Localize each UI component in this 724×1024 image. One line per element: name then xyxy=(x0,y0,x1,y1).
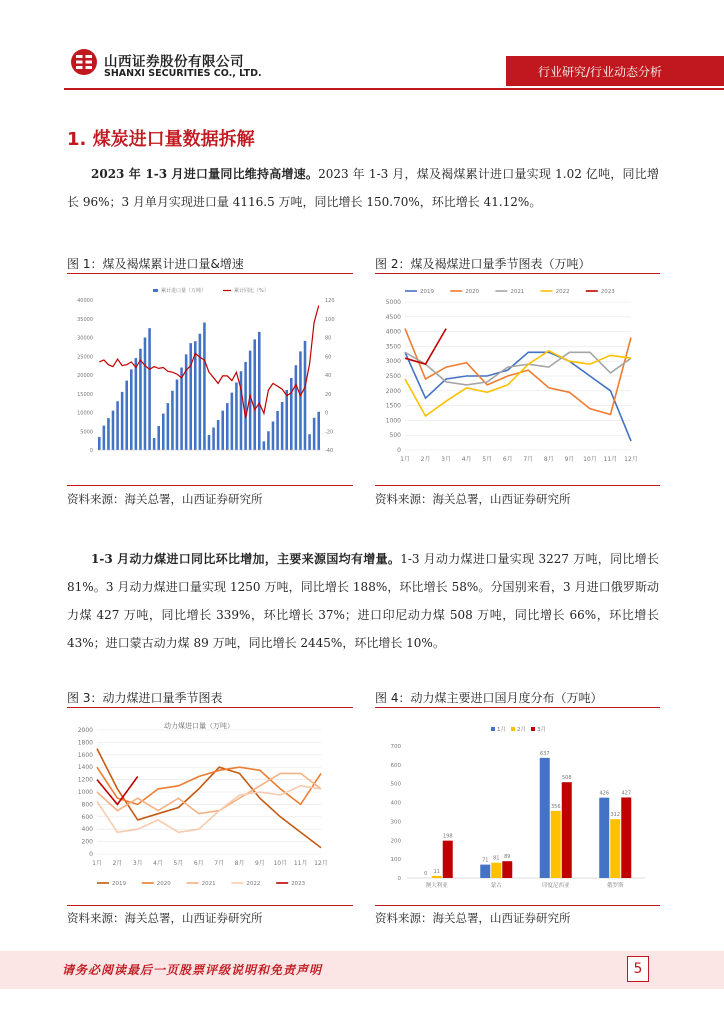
fig1-bar xyxy=(121,392,124,450)
fig4-bar xyxy=(610,819,620,878)
report-category: 行业研究/行业动态分析 xyxy=(537,65,662,79)
paragraph-2 xyxy=(67,545,659,657)
fig2-caption: 图 2：煤及褐煤进口量季节图表（万吨） xyxy=(375,257,591,271)
fig3-x-tick: 12月 xyxy=(314,860,328,867)
fig1-bar xyxy=(176,380,179,451)
fig4-data-label: 89 xyxy=(504,854,511,861)
fig1-bar xyxy=(299,351,302,450)
fig2-x-tick: 3月 xyxy=(441,456,452,463)
fig1-bar xyxy=(285,390,288,450)
fig3-legend-label: 2020 xyxy=(156,881,171,887)
fig2-legend-label: 2021 xyxy=(510,289,525,295)
fig1-bar xyxy=(272,422,275,451)
fig3-y-tick: 1200 xyxy=(77,776,93,784)
fig1-bar xyxy=(217,420,220,450)
fig1-left-tick: 15000 xyxy=(77,391,93,398)
fig1-left-tick: 40000 xyxy=(77,298,93,304)
fig2-x-tick: 9月 xyxy=(564,456,575,463)
fig1-bar xyxy=(171,391,174,450)
fig2-y-tick: 1500 xyxy=(385,402,401,410)
company-logo-icon xyxy=(70,48,98,76)
fig1-bar xyxy=(221,411,224,450)
fig2-legend-label: 2023 xyxy=(600,289,615,295)
fig1-bar xyxy=(244,362,247,450)
fig1-bar xyxy=(253,339,256,450)
fig4-source: 资料来源：海关总署，山西证券研究所 xyxy=(375,911,571,925)
fig1-left-tick: 10000 xyxy=(77,410,93,417)
page-number: 5 xyxy=(627,956,649,982)
fig1-right-tick: 0 xyxy=(325,410,329,417)
fig1-bar xyxy=(203,323,206,451)
fig1-left-tick: 0 xyxy=(89,448,93,454)
fig4-data-label: 0 xyxy=(424,871,428,877)
fig3-y-tick: 600 xyxy=(81,813,93,821)
paragraph-1-body: 2023 年 1-3 月，煤及褐煤累计进口量实现 1.02 亿吨，同比增长 96%；3 月单月实现进口量 4116.5 万吨，同比增长 150.70%，环比增长 41.12%。 xyxy=(67,167,659,209)
fig2-y-tick: 3000 xyxy=(385,358,401,366)
fig4-x-tick: 澳大利亚 xyxy=(425,883,448,889)
fig2-x-tick: 5月 xyxy=(482,456,493,463)
fig1-bottom-rule xyxy=(67,485,353,486)
fig2-legend-label: 2020 xyxy=(465,289,480,295)
fig2-y-tick: 1000 xyxy=(385,417,401,425)
fig1-bar xyxy=(139,349,142,450)
fig1-right-tick: -40 xyxy=(325,448,334,454)
fig3-rule xyxy=(67,707,353,708)
fig1-source: 资料来源：海关总署，山西证券研究所 xyxy=(67,492,263,506)
fig2-y-tick: 500 xyxy=(389,432,401,440)
fig2-source: 资料来源：海关总署，山西证券研究所 xyxy=(375,492,571,506)
fig1-bar xyxy=(263,441,266,450)
fig2-x-tick: 4月 xyxy=(461,456,472,463)
fig1-bar xyxy=(240,371,243,450)
fig1-bar xyxy=(135,358,138,450)
fig1-bar xyxy=(235,383,238,451)
company-name-en: SHANXI SECURITIES CO., LTD. xyxy=(104,68,262,79)
fig2-y-tick: 4000 xyxy=(385,328,401,336)
fig3-y-tick: 1400 xyxy=(77,764,93,772)
fig3-x-tick: 4月 xyxy=(153,860,164,867)
fig1-bar xyxy=(199,334,202,450)
fig4-bar xyxy=(599,798,609,878)
section-title: 1. 煤炭进口量数据拆解 xyxy=(67,129,255,150)
fig4-x-tick: 印度尼西亚 xyxy=(541,883,570,889)
fig1-bar xyxy=(308,434,311,450)
fig4-bar xyxy=(443,841,453,878)
fig2-y-tick: 4500 xyxy=(385,313,401,321)
fig3-x-tick: 8月 xyxy=(234,860,245,867)
fig1-bar xyxy=(125,381,128,450)
fig2-x-tick: 8月 xyxy=(543,456,554,463)
fig4-data-label: 11 xyxy=(433,868,440,875)
fig4-legend-swatch xyxy=(531,727,535,731)
fig4-data-label: 427 xyxy=(621,790,632,797)
fig4-bar xyxy=(491,863,501,878)
fig4-data-label: 71 xyxy=(482,857,489,864)
fig3-title: 动力煤进口量（万吨） xyxy=(164,722,234,730)
fig4-bar xyxy=(432,876,442,878)
fig1-bar xyxy=(258,332,261,450)
fig4-y-tick: 500 xyxy=(390,781,401,788)
fig1-chart xyxy=(67,278,353,483)
fig4-y-tick: 0 xyxy=(397,876,401,882)
fig4-data-label: 637 xyxy=(539,750,550,757)
fig3-x-tick: 9月 xyxy=(254,860,265,867)
page-header xyxy=(0,0,724,100)
fig1-bar xyxy=(148,328,151,450)
fig2-x-tick: 7月 xyxy=(523,456,534,463)
fig4-bar xyxy=(562,782,572,878)
fig3-x-tick: 5月 xyxy=(173,860,184,867)
fig1-right-tick: 80 xyxy=(325,335,332,342)
fig3-series-2023 xyxy=(97,777,138,805)
fig2-x-tick: 2月 xyxy=(420,456,431,463)
fig2-x-tick: 1月 xyxy=(400,456,410,463)
header-rule xyxy=(64,88,724,90)
fig1-bar xyxy=(180,368,183,451)
fig3-y-tick: 1000 xyxy=(77,789,93,796)
fig3-chart xyxy=(67,712,353,902)
fig4-y-tick: 100 xyxy=(390,857,401,864)
fig3-y-tick: 800 xyxy=(81,801,93,809)
fig1-left-tick: 20000 xyxy=(77,373,93,379)
fig1-bar xyxy=(116,401,119,450)
paragraph-2-body: 1-3 月动力煤进口量实现 3227 万吨，同比增长 81%。3 月动力煤进口量实现 1250 万吨，同比增长 188%，环比增长 58%。分国别来看，3 月进口俄罗斯动力煤 427 万吨，同比增长 339%，环比增长 37%；进口印尼动力煤 508 万吨，同比增长 66%，环比增长 43%；进口蒙古动力煤 89 万吨，同比增长 2445%，环比增长 10%。 xyxy=(67,552,659,650)
fig3-legend-label: 2022 xyxy=(246,881,261,887)
fig1-bar xyxy=(267,431,270,450)
fig2-y-tick: 2500 xyxy=(385,373,401,380)
fig1-right-tick: 60 xyxy=(325,354,332,361)
fig3-x-tick: 2月 xyxy=(112,860,123,867)
fig4-chart xyxy=(375,712,660,902)
fig2-chart xyxy=(375,278,660,483)
fig1-bar xyxy=(208,435,211,450)
fig1-bar xyxy=(130,369,133,450)
fig3-x-tick: 6月 xyxy=(193,860,204,867)
fig3-y-tick: 200 xyxy=(81,838,93,846)
fig4-rule xyxy=(375,707,660,708)
fig4-y-tick: 600 xyxy=(390,762,401,769)
fig1-right-tick: 120 xyxy=(325,298,335,304)
fig4-x-tick: 俄罗斯 xyxy=(606,883,624,889)
fig1-left-tick: 35000 xyxy=(77,316,93,323)
footer-disclaimer: 请务必阅读最后一页股票评级说明和免责声明 xyxy=(62,963,323,977)
fig1-bar xyxy=(231,393,234,450)
fig4-bar xyxy=(621,797,631,878)
fig1-bar xyxy=(276,411,279,450)
paragraph-1-lead: 2023 年 1-3 月进口量同比维持高增速。 xyxy=(91,167,319,181)
fig2-y-tick: 5000 xyxy=(385,299,401,306)
fig1-left-tick: 25000 xyxy=(77,354,93,361)
fig2-legend-label: 2022 xyxy=(555,289,570,295)
fig1-left-tick: 30000 xyxy=(77,335,93,342)
fig3-x-tick: 1月 xyxy=(92,860,102,867)
fig2-y-tick: 0 xyxy=(397,447,401,454)
fig4-bar xyxy=(540,758,550,878)
paragraph-1 xyxy=(67,160,659,216)
fig4-x-tick: 蒙古 xyxy=(490,883,502,889)
fig4-data-label: 508 xyxy=(561,775,572,782)
fig1-right-tick: 20 xyxy=(325,391,332,398)
fig4-bar xyxy=(551,811,561,878)
fig3-x-tick: 11月 xyxy=(293,860,308,867)
fig1-bar xyxy=(144,338,147,451)
fig2-x-tick: 11月 xyxy=(603,456,618,463)
fig1-bar xyxy=(313,418,316,450)
fig1-bar xyxy=(304,341,307,450)
fig1-right-tick: 40 xyxy=(325,373,332,379)
fig3-y-tick: 2000 xyxy=(77,727,93,734)
fig3-legend-label: 2021 xyxy=(201,881,216,887)
fig1-bar xyxy=(107,418,110,450)
fig4-caption: 图 4：动力煤主要进口国月度分布（万吨） xyxy=(375,691,603,705)
fig3-bottom-rule xyxy=(67,905,353,906)
fig1-legend-label: 累计同比（%） xyxy=(234,288,269,294)
fig4-bar xyxy=(502,861,512,878)
fig1-right-tick: 100 xyxy=(325,316,335,323)
fig1-bar xyxy=(194,341,197,450)
footer-band xyxy=(0,951,724,989)
fig2-x-tick: 6月 xyxy=(502,456,513,463)
fig3-y-tick: 0 xyxy=(89,851,93,858)
fig4-legend-label: 2月 xyxy=(517,727,526,733)
fig1-bar xyxy=(226,403,229,450)
fig3-y-tick: 400 xyxy=(81,826,93,834)
fig4-bottom-rule xyxy=(375,905,660,906)
fig2-x-tick: 10月 xyxy=(583,456,597,463)
fig3-x-tick: 3月 xyxy=(132,860,143,867)
fig4-legend-label: 3月 xyxy=(537,727,546,733)
fig2-y-tick: 2000 xyxy=(385,387,401,395)
fig3-y-tick: 1800 xyxy=(77,739,93,747)
fig4-legend-swatch xyxy=(511,727,515,731)
fig3-source: 资料来源：海关总署，山西证券研究所 xyxy=(67,911,263,925)
fig4-y-tick: 400 xyxy=(390,800,401,807)
fig4-data-label: 312 xyxy=(610,812,621,819)
fig2-series-2021 xyxy=(405,352,631,385)
fig1-bar xyxy=(317,412,320,450)
fig1-caption: 图 1：煤及褐煤累计进口量&增速 xyxy=(67,257,244,271)
fig3-series-2019 xyxy=(97,749,321,848)
fig1-bar xyxy=(295,365,298,450)
fig3-y-tick: 1600 xyxy=(77,751,93,759)
fig3-legend-label: 2019 xyxy=(112,881,126,887)
fig4-y-tick: 700 xyxy=(390,744,401,750)
paragraph-2-lead: 1-3 月动力煤进口同比环比增加，主要来源国均有增量。 xyxy=(91,552,401,566)
fig4-bar xyxy=(480,865,490,878)
fig1-bar xyxy=(290,378,293,450)
fig2-rule xyxy=(375,273,660,274)
fig2-x-tick: 12月 xyxy=(624,456,638,463)
fig2-bottom-rule xyxy=(375,485,660,486)
fig1-bar xyxy=(112,411,115,450)
fig4-data-label: 198 xyxy=(442,833,453,840)
fig3-x-tick: 10月 xyxy=(273,860,288,867)
fig1-right-tick: -20 xyxy=(325,429,334,436)
fig1-left-tick: 5000 xyxy=(80,429,93,436)
company-name-cn: 山西证券股份有限公司 xyxy=(104,54,244,70)
fig4-legend-label: 1月 xyxy=(497,727,506,733)
fig1-bar xyxy=(153,438,156,450)
fig1-bar xyxy=(167,403,170,450)
fig1-legend-label: 累计进口量（万吨） xyxy=(161,288,207,294)
fig2-legend-label: 2019 xyxy=(420,289,434,295)
fig3-caption: 图 3：动力煤进口量季节图表 xyxy=(67,691,223,705)
fig3-legend-label: 2023 xyxy=(291,881,306,887)
category-band xyxy=(506,56,724,86)
fig1-bar xyxy=(103,426,106,450)
fig1-rule xyxy=(67,273,353,274)
fig1-bar xyxy=(157,426,160,450)
fig1-bar xyxy=(98,437,101,450)
fig1-bar xyxy=(189,343,192,450)
fig4-legend-swatch xyxy=(491,727,495,731)
fig4-y-tick: 200 xyxy=(390,838,401,845)
fig1-legend-swatch-bar xyxy=(153,289,158,292)
fig4-data-label: 81 xyxy=(493,855,500,862)
fig3-x-tick: 7月 xyxy=(214,860,225,867)
fig1-bar xyxy=(162,414,165,450)
fig4-y-tick: 300 xyxy=(390,819,401,826)
fig4-data-label: 426 xyxy=(599,790,610,797)
fig1-bar xyxy=(212,428,215,451)
fig1-bar xyxy=(281,402,284,450)
fig2-y-tick: 3500 xyxy=(385,343,401,351)
fig4-data-label: 356 xyxy=(550,803,561,810)
